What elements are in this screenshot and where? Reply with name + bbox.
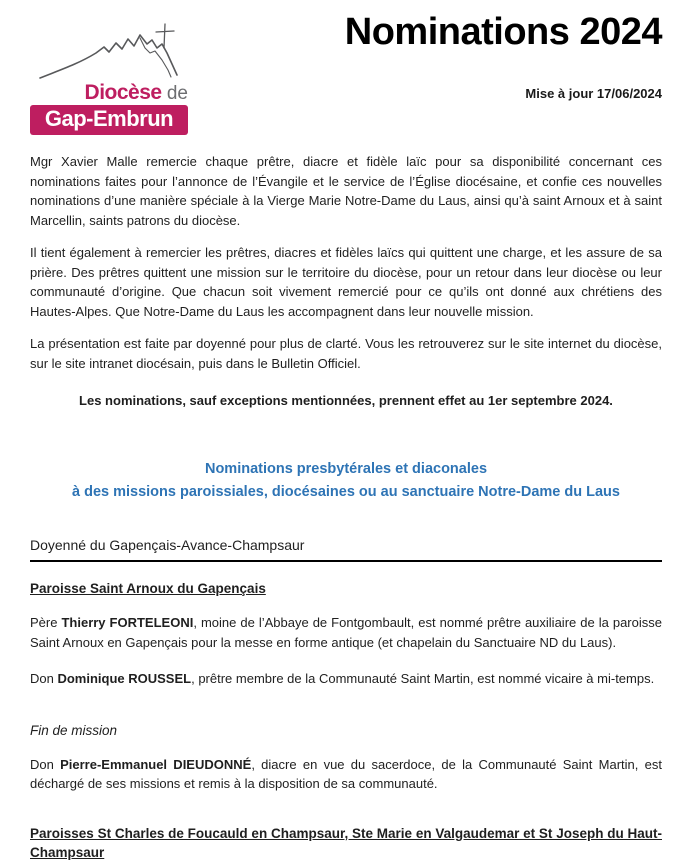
fin-de-mission-label: Fin de mission (30, 722, 118, 738)
doyenne-title: Doyenné du Gapençais-Avance-Champsaur (30, 537, 662, 562)
effective-date-note: Les nominations, sauf exceptions mentionnées, prennent effet au 1er septembre 2024. (79, 393, 613, 408)
section-heading-line2: à des missions paroissiales, diocésaines ou au sanctuaire Notre-Dame du Laus (72, 484, 620, 500)
logo-name (85, 82, 188, 103)
nomination-entry-roussel: Don Dominique ROUSSEL, prêtre membre de la Communauté Saint Martin, est nommé vicaire à mi-temps. (30, 671, 655, 686)
mountain-cross-icon (38, 22, 188, 84)
logo-badge: Gap-Embrun (30, 105, 188, 135)
document-body (30, 152, 662, 863)
document-header (30, 12, 662, 140)
title-block (188, 12, 662, 101)
updated-date: Mise à jour 17/06/2024 (525, 85, 662, 101)
section-heading (30, 458, 662, 504)
intro-paragraph-1: Mgr Xavier Malle remercie chaque prêtre, diacre et fidèle laïc pour sa disponibilité concernant ces nominations faites pour l’annonce de l’Évangile et le service de l’Église diocésaine, et confie ces nouvelles nominations d’une manière spéciale à la Vierge Marie Notre-Dame du Laus, ainsi qu’à saint Arnoux et à saint Marcellin, saints patrons du diocèse. (30, 154, 662, 228)
logo-name-accent: Diocèse (84, 81, 162, 104)
parish2-title: Paroisses St Charles de Foucauld en Champsaur, Ste Marie en Valgaudemar et St Joseph du Haut-Champsaur (30, 825, 662, 860)
nomination-entry-dieudonne: Don Pierre-Emmanuel DIEUDONNÉ, diacre en vue du sacerdoce, de la Communauté Saint Martin, est déchargé de ses missions et remis à la disposition de sa communauté. (30, 756, 662, 791)
diocese-logo (30, 12, 188, 135)
page-title: Nominations 2024 (344, 11, 662, 53)
intro-paragraph-3: La présentation est faite par doyenné pour plus de clarté. Vous les retrouverez sur le site internet du diocèse, sur le site intranet diocésain, puis dans le Bulletin Officiel. (30, 336, 662, 371)
nomination-entry-forteleoni: Père Thierry FORTELEONI, moine de l’Abbaye de Fontgombault, est nommé prêtre auxiliaire de la paroisse Saint Arnoux en Gapençais pour la messe en forme antique (et chapelain du Sanctuaire ND du Laus). (30, 615, 662, 650)
intro-paragraph-2: Il tient également à remercier les prêtres, diacres et fidèles laïcs qui quittent une charge, et les assure de sa prière. Des prêtres quittent une mission sur le territoire du diocèse, pour un retour dans leur diocèse ou leur communauté d’origine. Que chacun soit vivement remercié pour ce qu’ils ont donné aux chrétiens des Hautes-Alpes. Que Notre-Dame du Laus les accompagnent dans leur nouvelle mission. (30, 245, 662, 319)
parish1-title: Paroisse Saint Arnoux du Gapençais (30, 581, 266, 596)
section-heading-line1: Nominations presbytérales et diaconales (204, 461, 488, 477)
logo-name-rest: de (161, 83, 188, 104)
